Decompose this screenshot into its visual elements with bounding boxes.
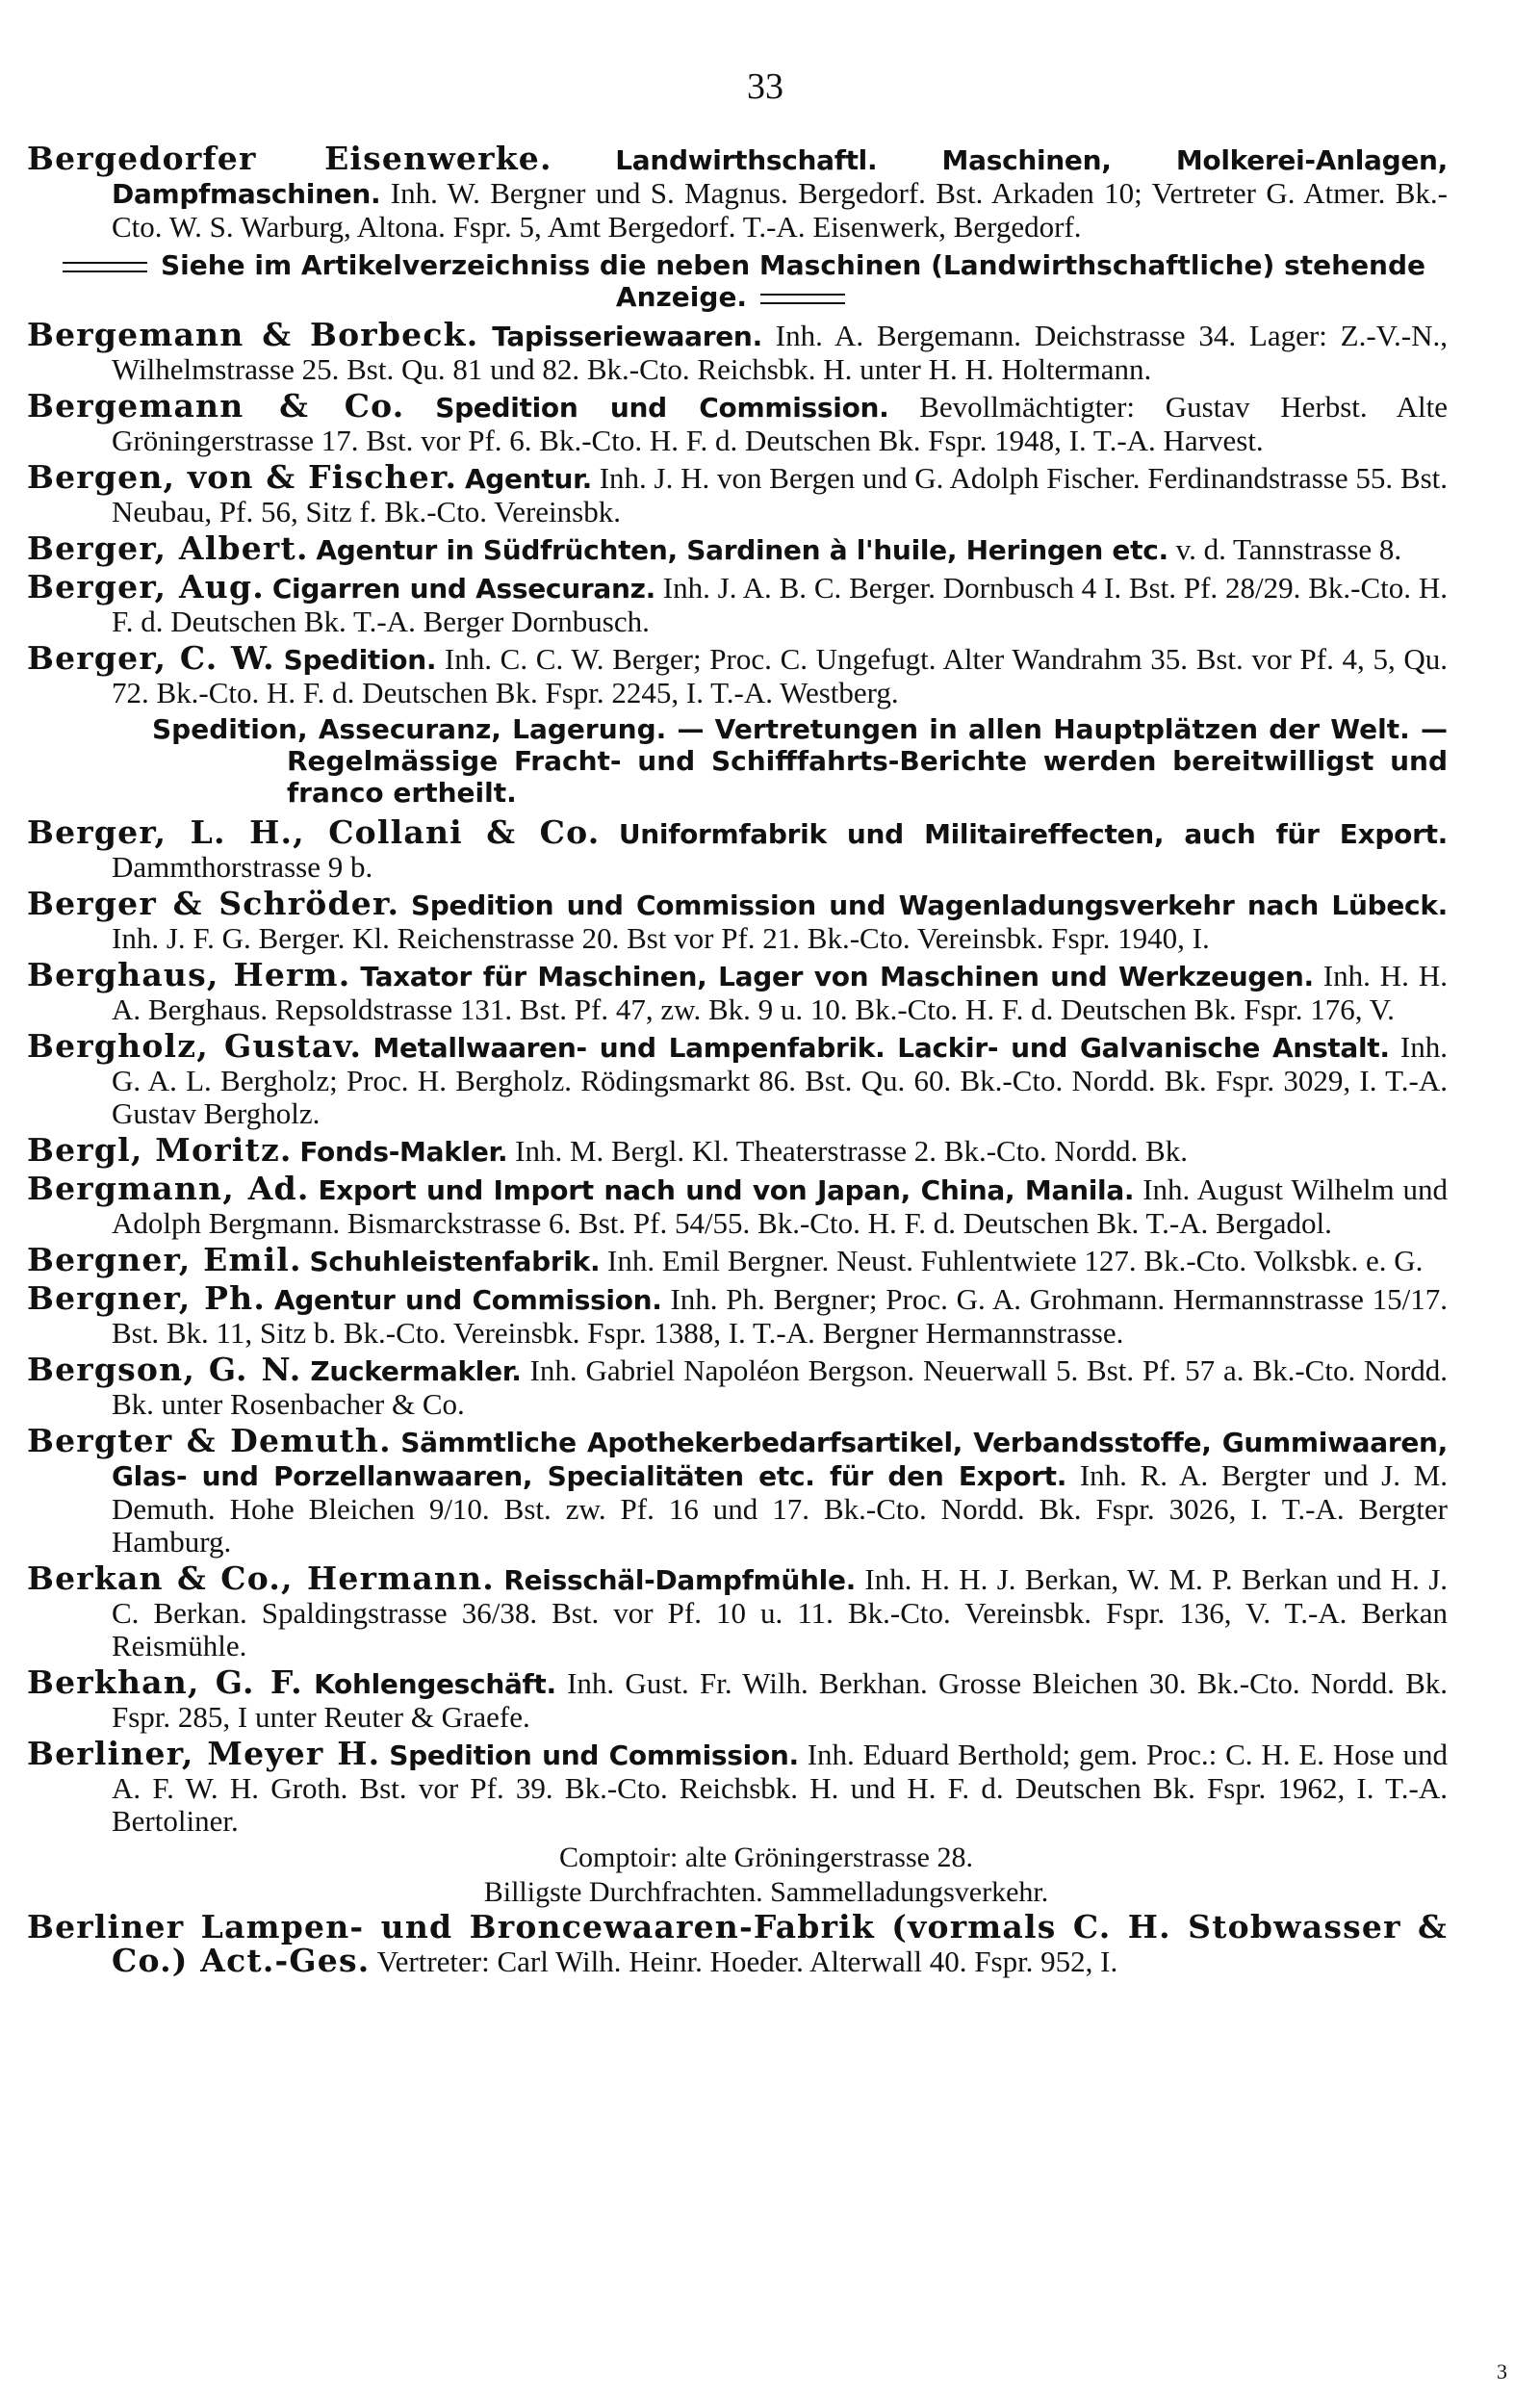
trade-description: Export und Import nach und von Japan, China, Manila.	[318, 1174, 1135, 1206]
entry-details: Inh. H. H. J. Berkan, W. M. P. Berkan und H. J. C. Berkan. Spaldingstrasse 36/38. Bst. vor Pf. 10 u. 11. Bk.-Cto. Vereinsbk. Fspr. 136, V. T.-A. Berkan Reismühle.	[112, 1562, 1449, 1662]
entry-details: Inh. J. F. G. Berger. Kl. Reichenstrasse 20. Bst vor Pf. 21. Bk.-Cto. Vereinsbk. Fspr. 1940, I.	[112, 921, 1210, 955]
firm-name: Berger & Schröder.	[27, 885, 400, 922]
trade-description: Sämmtliche Apothekerbedarfsartikel, Verbandsstoffe, Gummiwaaren, Glas- und Porzellanwaaren, Specialitäten etc. für den Export.	[112, 1427, 1449, 1492]
firm-name: Berger, C. W.	[27, 639, 275, 677]
list-item	[27, 956, 1448, 1026]
tagline: Billigste Durchfrachten. Sammelladungsverkehr.	[483, 1876, 1049, 1908]
rule-left-icon	[63, 262, 147, 272]
trade-description: Zuckermakler.	[310, 1355, 522, 1387]
cross-reference-text: Siehe im Artikelverzeichniss die neben Maschinen (Landwirthschaftliche) stehende Anzeige.	[160, 249, 1426, 313]
list-item	[27, 639, 1449, 709]
trade-description: Landwirthschaftl. Maschinen, Molkerei-Anlagen, Dampfmaschinen.	[112, 144, 1449, 210]
firm-name: Berger, L. H., Collani & Co.	[27, 813, 601, 851]
signature-mark: 3	[1497, 2359, 1507, 2383]
firm-name: Bergemann & Borbeck.	[27, 316, 479, 353]
entry-details: Inh. C. C. W. Berger; Proc. C. Ungefugt. Alter Wandrahm 35. Bst. vor Pf. 4, 5, Qu. 72. Bk.-Cto. H. F. d. Deutschen Bk. Fspr. 2245, I. T.-A. Westberg.	[112, 642, 1449, 709]
entry-details: Inh. W. Bergner und S. Magnus. Bergedorf. Bst. Arkaden 10; Vertreter G. Atmer. Bk.-Cto. W. S. Warburg, Altona. Fspr. 5, Amt Bergedorf. T.-A. Eisenwerk, Bergedorf.	[112, 176, 1449, 244]
firm-name: Bergedorfer Eisenwerke.	[27, 140, 552, 177]
entry-details: Inh. G. A. L. Bergholz; Proc. H. Bergholz. Rödingsmarkt 86. Bst. Qu. 60. Bk.-Cto. Nordd. Bk. Fspr. 3029, I. T.-A. Gustav Bergholz.	[112, 1030, 1448, 1130]
entry-details: Inh. August Wilhelm und Adolph Bergmann. Bismarckstrasse 6. Bst. Pf. 54/55. Bk.-Cto. H. F. d. Deutschen Bk. T.-A. Bergadol.	[112, 1172, 1449, 1240]
trade-description: Metallwaaren- und Lampenfabrik. Lackir- und Galvanische Anstalt.	[372, 1032, 1390, 1064]
trade-description: Spedition und Commission.	[389, 1739, 799, 1771]
entry-details: Vertreter: Carl Wilh. Heinr. Hoeder. Alterwall 40. Fspr. 952, I.	[376, 1945, 1118, 1978]
firm-name: Bergl, Moritz.	[27, 1131, 293, 1169]
firm-name: Bergholz, Gustav.	[27, 1027, 363, 1065]
entry-details: Inh. J. A. B. C. Berger. Dornbusch 4 I. Bst. Pf. 28/29. Bk.-Cto. H. F. d. Deutschen Bk. T.-A. Berger Dornbusch.	[112, 571, 1448, 638]
entry-details: Inh. Gabriel Napoléon Bergson. Neuerwall 5. Bst. Pf. 57 a. Bk.-Cto. Nordd. Bk. unter Rosenbacher & Co.	[112, 1353, 1449, 1421]
list-item	[27, 1559, 1449, 1662]
firm-name: Bergner, Ph.	[27, 1279, 267, 1317]
firm-name: Bergter & Demuth.	[27, 1422, 392, 1459]
entry-details: Dammthorstrasse 9 b.	[112, 850, 373, 884]
entry-details: Inh. R. A. Bergter und J. M. Demuth. Hohe Bleichen 9/10. Bst. zw. Pf. 16 und 17. Bk.-Cto. Nordd. Bk. Fspr. 3026, I. T.-A. Bergter Hamburg.	[112, 1458, 1449, 1559]
trade-description: Uniformfabrik und Militaireffecten, auch für Export.	[618, 818, 1448, 850]
firm-name: Berkhan, G. F.	[27, 1663, 303, 1701]
list-item	[27, 568, 1448, 638]
trade-description: Spedition und Commission und Wagenladungsverkehr nach Lübeck.	[410, 889, 1448, 921]
entry-details: Inh. H. H. A. Berghaus. Repsoldstrasse 131. Bst. Pf. 47, zw. Bk. 9 u. 10. Bk.-Cto. H. F. d. Deutschen Bk. Fspr. 176, V.	[112, 959, 1448, 1026]
firm-name: Bergson, G. N.	[27, 1351, 302, 1388]
list-item	[27, 387, 1448, 457]
comptoir-address: Comptoir: alte Gröningerstrasse 28.	[559, 1842, 973, 1873]
list-item	[27, 885, 1448, 955]
firm-name: Bergemann & Co.	[27, 387, 405, 425]
list-item	[27, 1353, 1448, 1421]
firm-name: Bergmann, Ad.	[27, 1170, 310, 1207]
entry-details: Inh. J. H. von Bergen und G. Adolph Fischer. Ferdinandstrasse 55. Bst. Neubau, Pf. 56, Sitz f. Bk.-Cto. Vereinsbk.	[112, 461, 1449, 528]
entry-details: v. d. Tannstrasse 8.	[1175, 532, 1402, 566]
advertisement-note: Spedition, Assecuranz, Lagerung. — Vertretungen in allen Hauptplätzen der Welt. — Regelmässige Fracht- und Schifffahrts-Berichte werden bereitwilligst und franco ertheilt.	[152, 713, 1448, 809]
list-item	[27, 1279, 1449, 1350]
trade-description: Agentur und Commission.	[273, 1284, 662, 1316]
list-item	[27, 316, 1449, 386]
entry-details: Inh. Eduard Berthold; gem. Proc.: C. H. E. Hose und A. F. W. H. Groth. Bst. vor Pf. 39. Bk.-Cto. Reichsbk. H. und H. F. d. Deutschen Bk. Fspr. 1962, I. T.-A. Bertoliner.	[112, 1738, 1449, 1838]
list-item	[27, 1027, 1448, 1130]
entry-details: Inh. Emil Bergner. Neust. Fuhlentwiete 127. Bk.-Cto. Volksbk. e. G.	[607, 1244, 1424, 1277]
firm-name: Berger, Aug.	[27, 568, 265, 605]
trade-description: Tapisseriewaaren.	[492, 321, 762, 352]
entry-details: Inh. Gust. Fr. Wilh. Berkhan. Grosse Bleichen 30. Bk.-Cto. Nordd. Bk. Fspr. 285, I unter Reuter & Graefe.	[112, 1666, 1448, 1734]
trade-description: Reisschäl-Dampfmühle.	[503, 1564, 856, 1596]
trade-description: Schuhleistenfabrik.	[309, 1246, 601, 1277]
firm-name: Berghaus, Herm.	[27, 956, 351, 993]
cross-reference-note	[27, 249, 1448, 313]
trade-description: Cigarren und Assecuranz.	[271, 573, 655, 605]
trade-description: Agentur in Südfrüchten, Sardinen à l'huile, Heringen etc.	[316, 534, 1168, 566]
firm-name: Berger, Albert.	[27, 529, 309, 567]
list-item	[27, 142, 1448, 244]
list-item	[27, 813, 1448, 884]
page-number: 33	[747, 66, 783, 107]
entry-details: Bevollmächtigter: Gustav Herbst. Alte Gröningerstrasse 17. Bst. vor Pf. 6. Bk.-Cto. H. F. d. Deutschen Bk. Fspr. 1948, I. T.-A. Harvest.	[112, 390, 1448, 457]
firm-name: Bergen, von & Fischer.	[27, 458, 458, 496]
list-item	[27, 1131, 1448, 1169]
list-item	[27, 1422, 1449, 1559]
list-item	[27, 529, 1448, 567]
firm-name: Berliner Lampen- und Broncewaaren-Fabrik (vormals C. H. Stobwasser & Co.) Act.-Ges.	[27, 1908, 1448, 1979]
rule-right-icon	[760, 294, 845, 304]
entries-list	[27, 142, 1448, 1979]
list-item	[27, 458, 1449, 528]
entry-details: Inh. A. Bergemann. Deichstrasse 34. Lager: Z.-V.-N., Wilhelmstrasse 25. Bst. Qu. 81 und 82. Bk.-Cto. Reichsbk. H. unter H. H. Holtermann.	[112, 319, 1449, 386]
trade-description: Taxator für Maschinen, Lager von Maschinen und Werkzeugen.	[360, 961, 1314, 992]
list-item	[27, 1908, 1448, 1979]
trade-description: Spedition.	[283, 644, 437, 676]
trade-description: Agentur.	[464, 463, 592, 495]
firm-name: Bergner, Emil.	[27, 1241, 302, 1278]
list-item	[27, 1735, 1449, 1838]
entry-details: Inh. Ph. Bergner; Proc. G. A. Grohmann. Hermannstrasse 15/17. Bst. Bk. 11, Sitz b. Bk.-Cto. Vereinsbk. Fspr. 1388, I. T.-A. Bergner Hermannstrasse.	[112, 1282, 1449, 1350]
trade-description: Kohlengeschäft.	[314, 1668, 556, 1700]
list-item	[27, 1663, 1448, 1734]
entry-details: Inh. M. Bergl. Kl. Theaterstrasse 2. Bk.-Cto. Nordd. Bk.	[515, 1134, 1188, 1168]
trade-description: Fonds-Makler.	[299, 1136, 508, 1168]
firm-name: Berliner, Meyer H.	[27, 1735, 381, 1772]
firm-name: Berkan & Co., Hermann.	[27, 1559, 495, 1597]
trade-description: Spedition und Commission.	[435, 392, 889, 424]
list-item	[27, 1172, 1448, 1240]
list-item	[27, 1241, 1448, 1278]
